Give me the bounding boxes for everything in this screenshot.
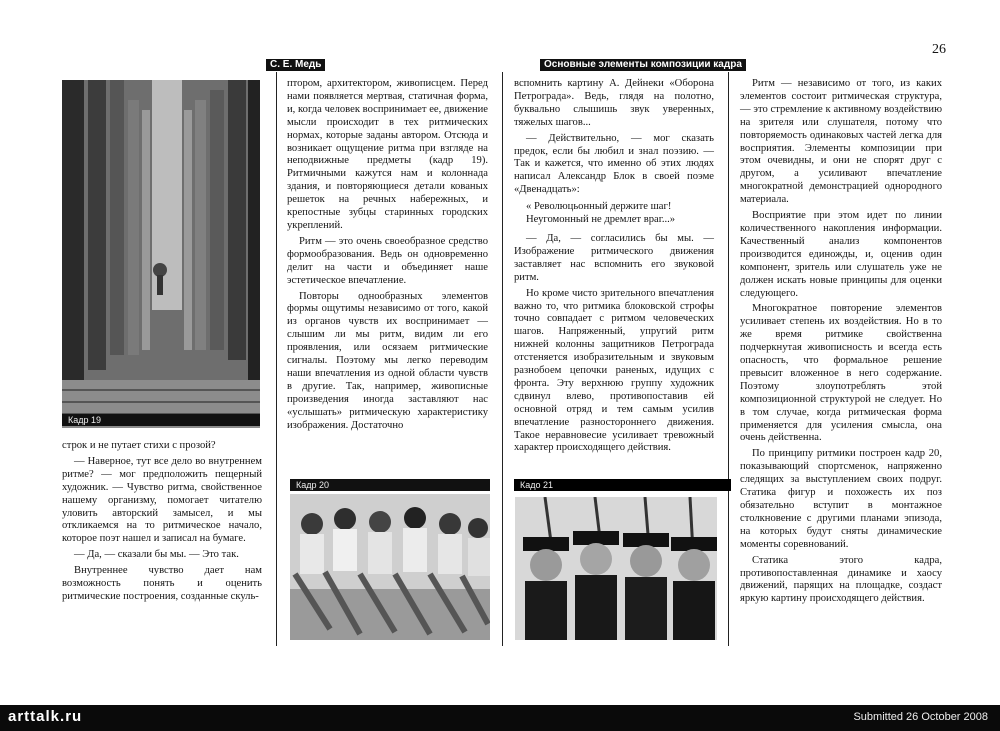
photo-colonnade: [62, 80, 260, 428]
submitted-date: Submitted 26 October 2008: [853, 711, 988, 723]
paragraph: Повторы однообразных элементов формы ощутимы независимо от того, какой из органов чувств их воспринимает — слышим ли мы ритм, видим ли его проявления, или осязаем ритмические сигналы. Поэтому мы легко переводим наши впечатления из одной области чувств в другие. Так, например, живописные произведения иногда заставляют нас «услышать» ритмическую характеристику изображения. Достаточно: [287, 290, 488, 431]
caption-kadr19: Кадр 19: [62, 414, 260, 426]
column-1-text: [62, 440, 262, 607]
running-header-title: Основные элементы композиции кадра: [540, 59, 746, 71]
column-4-text: [740, 78, 942, 609]
quote-line: « Революцьонный держите шаг!: [526, 201, 672, 213]
athletes-illustration: [290, 494, 490, 640]
photo-athletes: [290, 494, 490, 640]
paragraph: По принципу ритмики построен кадр 20, показывающий спортсменок, напряженно следящих за выступлением своих подруг. Статика фигур и похожесть их поз обязательно вступит в монтажное столкновение с другими планами эпизода, на которых будут сняты динамические моменты соревнований.: [740, 448, 942, 550]
column-2-text: [287, 78, 488, 435]
paragraph: — Да, — согласились бы мы. — Изображение ритмического движения заставляет нас вспомнить его звуковой ритм.: [514, 232, 714, 283]
column-rule: [728, 72, 729, 646]
paragraph: — Наверное, тут все дело во внутреннем ритме? — мог предположить пещерный художник. — Чувство ритма, свойственное нашему организму, помогает читателю уловить авторский замысел, и мы откликаемся на то ритмическое начало, которое поэт нашел и записал на бумаге.: [62, 455, 262, 545]
quote-line: Неугомонный не дремлет враг...»: [526, 214, 676, 226]
sailors-illustration: [515, 497, 717, 640]
caption-kadr21: Кадо 21: [514, 479, 731, 491]
paragraph: Многократное повторение элементов усиливает степень их воздействия. Но в то же время ритмике свойственна подчеркнутая живописность и всегда есть опасность, что формальное решение превысит вложенное в него содержание. Поэтому злоупотреблять этой композиционной структурой не следует. Но в том случае, когда ритмическая форма применяется для усиления смысла, она очень действенна.: [740, 303, 942, 444]
photo-sailors: [515, 497, 717, 640]
logo-text: arttalk.ru: [8, 708, 83, 725]
paragraph: — Действительно, — мог сказать предок, если бы любил и знал поэзию. — Так и кажется, что именно об этих людях написал Александр Блок в своей поэме «Двенадцать»:: [514, 132, 714, 196]
paragraph: вспомнить картину А. Дейнеки «Оборона Петрограда». Ведь, глядя на полотно, буквально слышишь звук уверенных, тяжелых шагов...: [514, 78, 714, 128]
paragraph: птором, архитектором, живописцем. Перед нами появляется мертвая, статичная форма, и, когда человек воспринимает ее, движение мысли происходит в тех ритмических нормах, которые заданы автором. Отсюда и возникает ощущение ритма при взгляде на неподвижные предметы (кадр 19). Ритмичными кажутся нам и колоннада здания, и повторяющиеся детали кованых решеток на речных набережных, и крепостные зубцы старинных городских укреплений.: [287, 78, 488, 231]
running-header-author: С. Е. Медь: [266, 59, 325, 71]
column-rule: [276, 72, 277, 646]
paragraph: Внутреннее чувство дает нам возможность понять и оценить ритмические построения, созданные скуль-: [62, 565, 262, 602]
column-rule: [502, 72, 503, 646]
caption-kadr20: Кадр 20: [290, 479, 490, 491]
site-logo[interactable]: [8, 708, 82, 725]
paragraph: Ритм — независимо от того, из каких элементов состоит ритмическая структура, — это стремление к активному воздействию на зрителя или слушателя, потому что повторяемость одинаковых частей легка для восприятия. Элементы композиции при этом очевидны, и они не спорят друг с другом, а усиливают впечатление многократной демонстрацией однородного материала.: [740, 78, 942, 206]
footer-bar: [0, 705, 1000, 731]
colonnade-illustration: [62, 80, 260, 428]
poem-quote: [526, 201, 714, 227]
paragraph: строк и не путает стихи с прозой?: [62, 440, 216, 451]
paragraph: Но кроме чисто зрительного впечатления важно то, что ритмика блоковской строфы точно совпадает с ритмом человеческих шагов. Напряженный, упругий ритм нижней колонны защитников Петрограда отстеняется изобразительным и звуковым разнобоем цепочки раненых, идущих с фронта. Эту верхнюю группу художник сдвинул влево, противопоставив ей основной отряд и тем самым усилив впечатление разностороннего движения. Такое неравновесие усиливает тревожный характер происходящего действия.: [514, 287, 714, 454]
column-3-text: [514, 78, 714, 458]
paragraph: Статика этого кадра, противопоставленная динамике и хаосу движений, парящих на площадке, создаст яркую картину происходящего действия.: [740, 554, 942, 605]
paragraph: Восприятие при этом идет по линии количественного накопления информации. Качественный анализ компонентов производится единожды, и, оценив один компонент, зритель или слушатель уже не должен искать новые принципы для оценки следующего.: [740, 210, 942, 299]
paragraph: Ритм — это очень своеобразное средство формообразования. Ведь он одновременно делит на части и объединяет наше эстетическое впечатление.: [287, 235, 488, 286]
paragraph: — Да, — сказали бы мы. — Это так.: [74, 549, 239, 561]
page-number: 26: [932, 42, 946, 57]
